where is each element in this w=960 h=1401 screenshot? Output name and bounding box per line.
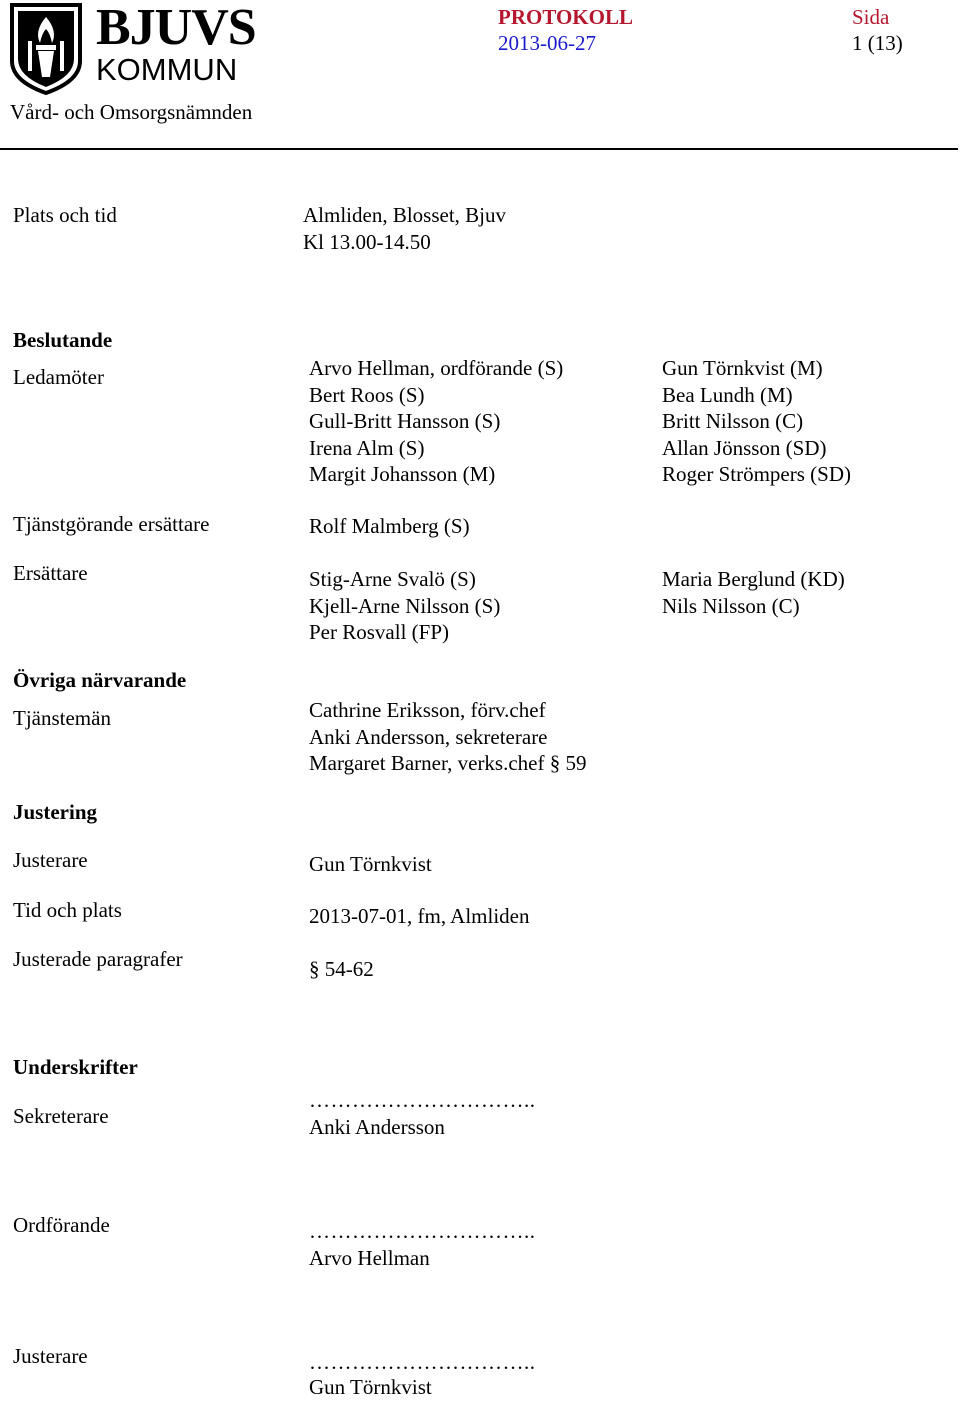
list-item: Stig-Arne Svalö (S) <box>309 567 476 591</box>
list-item: Maria Berglund (KD) <box>662 567 845 591</box>
committee-name: Vård- och Omsorgsnämnden <box>10 100 253 124</box>
list-item: Margit Johansson (M) <box>309 462 496 486</box>
list-item: Nils Nilsson (C) <box>662 593 800 618</box>
signature-line: ………………………….. <box>309 1219 536 1243</box>
sekreterare-name: Anki Andersson <box>309 1115 445 1139</box>
list-item: Per Rosvall (FP) <box>309 620 450 644</box>
justerare-signature-label: Justerare <box>13 1344 88 1368</box>
list-item: Anki Andersson, sekreterare <box>309 724 548 749</box>
ordforande-name: Arvo Hellman <box>309 1246 430 1270</box>
header-divider <box>0 148 958 150</box>
justerare-label: Justerare <box>13 848 88 872</box>
sekreterare-label: Sekreterare <box>13 1104 109 1128</box>
justerade-paragrafer-label: Justerade paragrafer <box>13 947 183 971</box>
tid-och-plats-value: 2013-07-01, fm, Almliden <box>309 904 530 928</box>
list-item: Irena Alm (S) <box>309 435 425 460</box>
ersattare-list-right <box>662 566 845 619</box>
time-line: Kl 13.00-14.50 <box>303 229 431 254</box>
page-number: 1 (13) <box>852 31 903 55</box>
section-heading-ovriga: Övriga närvarande <box>13 668 187 692</box>
ersattare-list-left <box>309 566 500 646</box>
list-item: Bea Lundh (M) <box>662 382 793 407</box>
list-item: Margaret Barner, verks.chef § 59 <box>309 751 587 775</box>
list-item: Allan Jönsson (SD) <box>662 435 827 460</box>
logo-wordmark-line2: KOMMUN <box>96 52 238 87</box>
section-heading-justering: Justering <box>13 800 97 824</box>
list-item: Britt Nilsson (C) <box>662 409 804 433</box>
page-label: Sida <box>852 5 890 29</box>
place-time-value <box>303 202 506 255</box>
list-item: Cathrine Eriksson, förv.chef <box>309 698 546 722</box>
torch-crest-icon <box>10 3 90 95</box>
section-heading-underskrifter: Underskrifter <box>13 1055 138 1079</box>
list-item: Roger Strömpers (SD) <box>662 462 851 486</box>
list-item: Arvo Hellman, ordförande (S) <box>309 356 564 380</box>
list-item: Gun Törnkvist (M) <box>662 356 823 380</box>
justerare-value: Gun Törnkvist <box>309 852 432 876</box>
ordforande-label: Ordförande <box>13 1213 110 1237</box>
logo-wordmark-line1: BJUVS <box>96 0 256 56</box>
signature-line: ………………………….. <box>309 1350 536 1374</box>
list-item: Bert Roos (S) <box>309 382 425 407</box>
tid-och-plats-label: Tid och plats <box>13 898 122 922</box>
ledamoter-list-right <box>662 355 851 488</box>
tjansteman-label: Tjänstemän <box>13 706 111 730</box>
tjansteman-list <box>309 697 587 777</box>
justerare-signature-name: Gun Törnkvist <box>309 1375 432 1399</box>
ledamoter-label: Ledamöter <box>13 365 104 389</box>
tjanstgorande-ersattare-label: Tjänstgörande ersättare <box>13 512 210 536</box>
place-time-label: Plats och tid <box>13 203 117 227</box>
place-line: Almliden, Blosset, Bjuv <box>303 203 507 227</box>
meeting-date: 2013-06-27 <box>498 31 596 55</box>
list-item: Kjell-Arne Nilsson (S) <box>309 593 501 618</box>
justerade-paragrafer-value: § 54-62 <box>309 957 374 981</box>
list-item: Gull-Britt Hansson (S) <box>309 409 501 433</box>
section-heading-beslutande: Beslutande <box>13 328 113 352</box>
document-type: PROTOKOLL <box>498 5 633 29</box>
ledamoter-list-left <box>309 355 563 488</box>
signature-line: ………………………….. <box>309 1088 536 1112</box>
ersattare-label: Ersättare <box>13 561 88 585</box>
tjanstgorande-ersattare-value: Rolf Malmberg (S) <box>309 514 470 538</box>
